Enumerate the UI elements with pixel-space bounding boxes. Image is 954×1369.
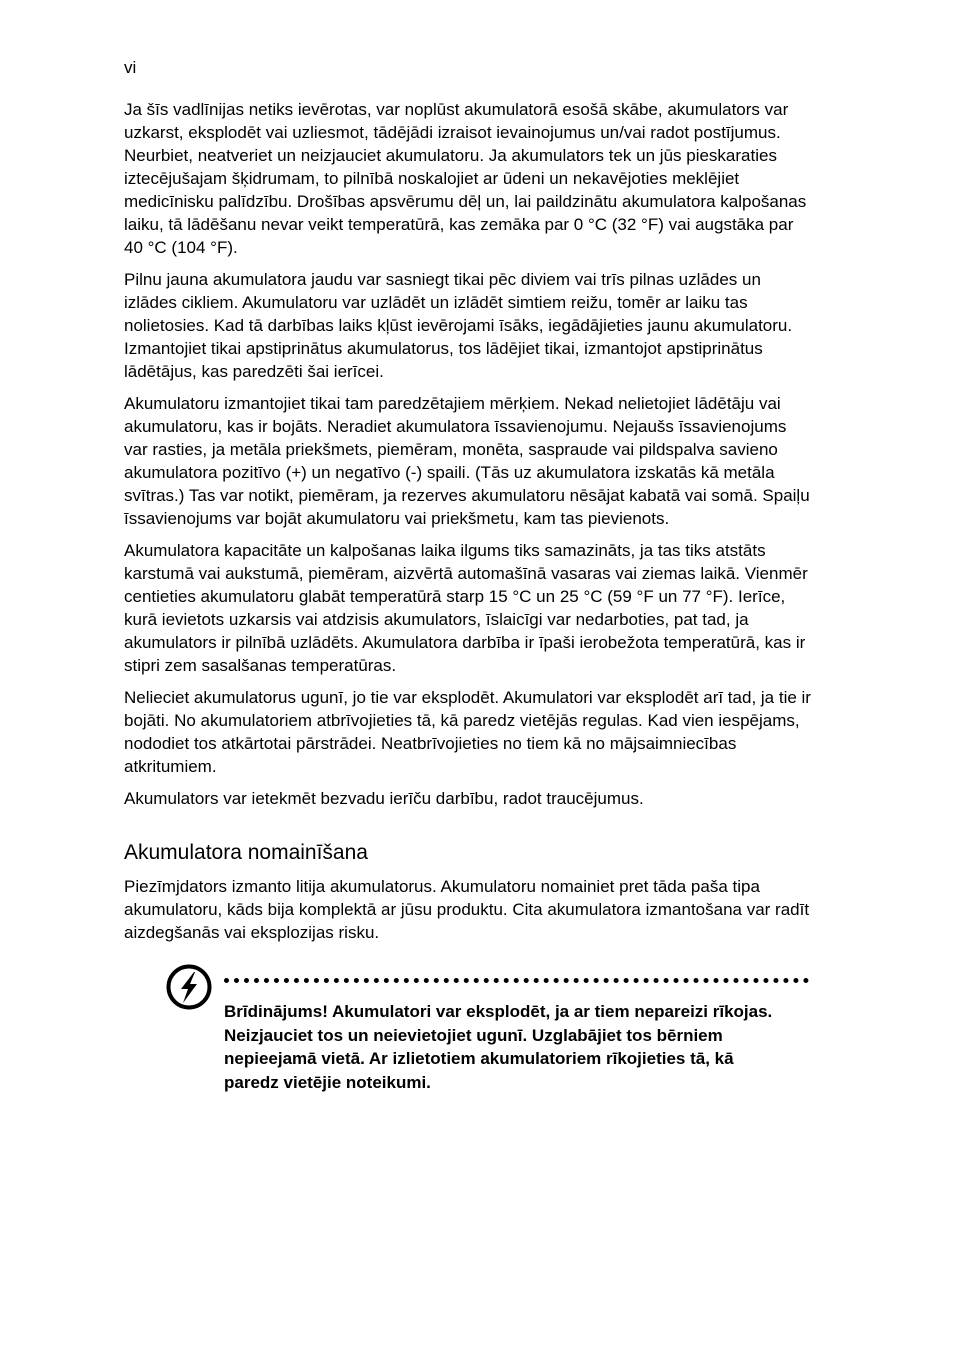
paragraph-battery-temperature: Akumulatora kapacitāte un kalpošanas laika ilgums tiks samazināts, ja tas tiks atstāts karstumā vai aukstumā, piemēram, aizvērtā automašīnā vasaras vai ziemas laikā. Vienmēr centieties akumulatoru glabāt temperatūrā starp 15 °C un 25 °C (59 °F un 77 °F). Ierīce, kurā ievietots uzkarsis vai atdzisis akumulators, īslaicīgi var nedarboties, pat tad, ja akumulators ir pilnībā uzlādēts. Akumulatora darbība ir īpaši ierobežota temperatūrā, kas ir stipri zem sasalšanas temperatūras. (124, 541, 808, 675)
warning-dotted-rule (224, 978, 809, 983)
section-body: Piezīmjdators izmanto litija akumulatorus. Akumulatoru nomainiet pret tāda paša tipa akumulatoru, kāds bija komplektā ar jūsu produktu. Cita akumulatora izmantošana var radīt aizdegšanās vai eksplozijas risku. (124, 877, 810, 942)
warning-block (124, 954, 814, 1094)
paragraph-battery-usage: Akumulatoru izmantojiet tikai tam paredzētajiem mērķiem. Nekad nelietojiet lādētāju vai akumulatoru, kas ir bojāts. Neradiet akumulatora īssavienojumu. Nejaušs īssavienojums var rasties, ja metāla priekšmets, piemēram, monēta, saspraude vai pildspalva savieno akumulatora pozitīvo (+) un negatīvo (-) spaili. (Tās uz akumulatora izskatās kā metāla svītras.) Tas var notikt, piemēram, ja rezerves akumulatoru nēsājat kabatā vai somā. Spaiļu īssavienojums var bojāt akumulatoru vai priekšmetu, kam tas pievienots. (124, 394, 810, 528)
paragraph-battery-guidelines: Ja šīs vadlīnijas netiks ievērotas, var noplūst akumulatorā esošā skābe, akumulators var uzkarst, eksplodēt vai uzliesmot, tādējādi izraisot ievainojumus un/vai radot postījumus. Neurbiet, neatveriet un neizjauciet akumulatoru. Ja akumulators tek un jūs pieskaraties iztecējušajam šķidrumam, to pilnībā noskalojiet ar ūdeni un nekavējoties meklējiet medicīnisku palīdzību. Drošības apsvērumu dēļ un, lai paildzinātu akumulatora kalpošanas laiku, tā lādēšanu nevar veikt temperatūrā, kas zemāka par 0 °C (32 °F) vai augstāka par 40 °C (104 °F). (124, 100, 807, 257)
warning-text: Brīdinājums! Akumulatori var eksplodēt, ja ar tiem nepareizi rīkojas. Neizjauciet tos un neievietojiet ugunī. Uzglabājiet tos bērniem nepieejamā vietā. Ar izlietotiem akumulatoriem rīkojieties tā, kā paredz vietējie noteikumi. (224, 1002, 773, 1092)
paragraph-battery-disposal: Nelieciet akumulatorus ugunī, jo tie var eksplodēt. Akumulatori var eksplodēt arī tad, ja tie ir bojāti. No akumulatoriem atbrīvojieties tā, kā paredz vietējās regulas. Kad vien iespējams, nododiet tos atkārtotai pārstrādei. Neatbrīvojieties no tiem kā no mājsaimniecības atkritumiem. (124, 688, 811, 776)
page-content (124, 98, 814, 1094)
section-heading: Akumulatora nomainīšana (124, 841, 368, 864)
paragraph-battery-capacity: Pilnu jauna akumulatora jaudu var sasniegt tikai pēc diviem vai trīs pilnas uzlādes un izlādes cikliem. Akumulatoru var uzlādēt un izlādēt simtiem reižu, tomēr ar laiku tas nolietosies. Kad tā darbības laiks kļūst ievērojami īsāks, iegādājieties jaunu akumulatoru. Izmantojiet tikai apstiprinātus akumulatorus, tos lādējiet tikai, izmantojot apstiprinātus lādētājus, kas paredzēti šai ierīcei. (124, 270, 793, 381)
page-number: vi (124, 58, 137, 77)
paragraph-wireless-interference: Akumulators var ietekmēt bezvadu ierīču darbību, radot traucējumus. (124, 789, 644, 808)
lightning-warning-icon (166, 964, 212, 1010)
